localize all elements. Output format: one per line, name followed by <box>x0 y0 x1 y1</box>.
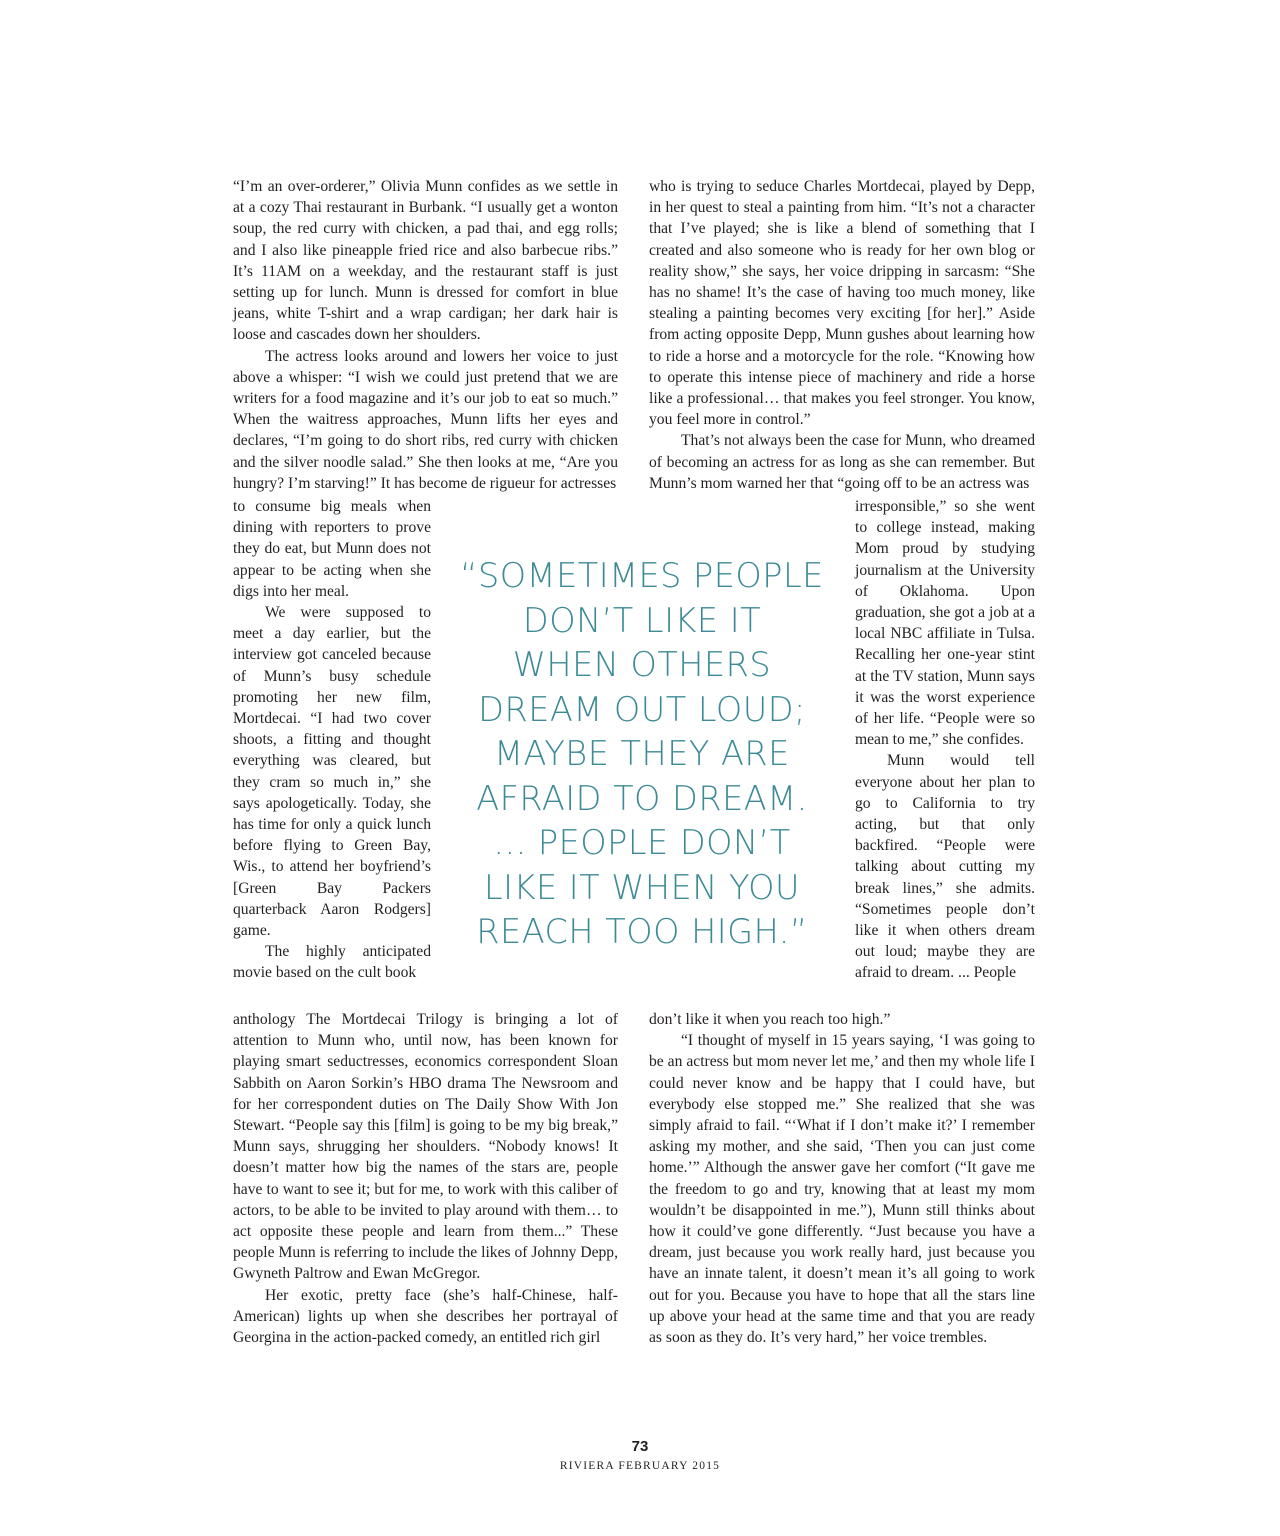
article-paragraph: to consume big meals when dining with reporters to prove they do eat, but Munn does not appear to be acting when she digs into her meal. <box>233 498 431 600</box>
pull-quote-line: “SOMETIMES PEOPLE <box>460 556 824 595</box>
article-paragraph: Munn would tell everyone about her plan to go to California to try acting, but that only backfired. “People were talking about cutting my break lines,” she admits. “Sometimes people don’t like it when others dream out loud; maybe they are afraid to dream. ... People <box>855 752 1035 982</box>
pull-quote-line: DON’T LIKE IT <box>522 600 762 640</box>
article-column-right-bottom <box>649 1009 1035 1348</box>
pull-quote-line: MAYBE THEY ARE <box>494 734 790 773</box>
article-column-right-wrap <box>855 496 1035 984</box>
article-column-left-top <box>233 176 618 494</box>
article-paragraph: “I thought of myself in 15 years saying, ‘I was going to be an actress but mom never let me,’ and then my whole life I could never know and be happy that I could have, but everybody else stopped me.” She realized that she was simply afraid to fail. “‘What if I don’t make it?’ I remember asking my mother, and she said, ‘Then you can just come home.’” Although the answer gave her comfort (“It gave me the freedom to go and try, knowing that at least my mom wouldn’t be disappointed in me.”), Munn still thinks about how it could’ve gone differently. “Just because you have a dream, just because you work really hard, just because you have an innate talent, it doesn’t mean it’s all going to work out for you. Because you have to hope that all the stars line up above your head at the same time and that you are ready as soon as they do. It’s very hard,” her voice trembles. <box>649 1032 1035 1347</box>
article-paragraph: That’s not always been the case for Munn, who dreamed of becoming an actress for as long as she can remember. But Munn’s mom warned her that “going off to be an actress was <box>649 432 1035 492</box>
page-number: 73 <box>631 1438 649 1455</box>
article-paragraph: We were supposed to meet a day earlier, but the interview got canceled because of Munn’s busy schedule promoting her new film, Mortdecai. “I had two cover shoots, a fitting and thought everything was cleared, but they cram so much in,” she says apologetically. Today, she has time for only a quick lunch before flying to Green Bay, Wis., to attend her boyfriend’s [Green Bay Packers quarterback Aaron Rodgers] game. <box>233 604 431 940</box>
article-paragraph: don’t like it when you reach too high.” <box>649 1011 891 1028</box>
article-paragraph: who is trying to seduce Charles Mortdecai, played by Depp, in her quest to steal a painting from him. “It’s not a character that I’ve played; she is like a blend of something that I created and also someone who is ready for her own blog or reality show,” she says, her voice dripping in sarcasm: “She has no shame! It’s the case of having too much money, like stealing a painting becomes very exciting [for her].” Aside from acting opposite Depp, Munn gushes about learning how to ride a horse and a motorcycle for the role. “Knowing how to operate this intense piece of machinery and ride a horse like a professional… that makes you feel stronger. You know, you feel more in control.” <box>649 178 1035 429</box>
article-paragraph: “I’m an over-orderer,” Olivia Munn confides as we settle in at a cozy Thai restaurant in Burbank. “I usually get a wonton soup, the red curry with chicken, a pad thai, and egg rolls; and I also like pineapple fried rice and also barbecue ribs.” It’s 11AM on a weekday, and the restaurant staff is just setting up for lunch. Munn is dressed for comfort in blue jeans, white T-shirt and a wrap cardigan; her dark hair is loose and cascades down her shoulders. <box>233 178 618 344</box>
article-paragraph: anthology The Mortdecai Trilogy is bringing a lot of attention to Munn who, until now, has been known for playing smart seductresses, economics correspondent Sloan Sabbith on Aaron Sorkin’s HBO drama The Newsroom and for her correspondent duties on The Daily Show With Jon Stewart. “People say this [film] is going to be my big break,” Munn says, shrugging her shoulders. “Nobody knows! It doesn’t matter how big the names of the stars are, people have to want to see it; but for me, to work with this caliber of actors, to be able to be invited to play around with them… to act opposite these people and learn from them...” These people Munn is referring to include the likes of Johnny Depp, Gwyneth Paltrow and Ewan McGregor. <box>233 1011 618 1283</box>
article-column-right-top <box>649 176 1035 494</box>
article-paragraph: irresponsible,” so she went to college instead, making Mom proud by studying journalism at the University of Oklahoma. Upon graduation, she got a job at a local NBC affiliate in Tulsa. Recalling her one-year stint at the TV station, Munn says it was the worst experience of her life. “People were so mean to me,” she confides. <box>855 498 1035 749</box>
pull-quote-line: AFRAID TO DREAM. <box>476 778 808 818</box>
article-column-left-wrap <box>233 496 431 984</box>
article-paragraph: The highly anticipated movie based on the cult book <box>233 943 431 982</box>
issue-line: RIVIERA FEBRUARY 2015 <box>559 1460 721 1472</box>
pull-quote <box>440 554 844 955</box>
pull-quote-line: ... PEOPLE DON’T <box>493 823 791 862</box>
article-paragraph: Her exotic, pretty face (she’s half-Chinese, half-American) lights up when she describes her portrayal of Georgina in the action-packed comedy, an entitled rich girl <box>233 1286 618 1347</box>
pull-quote-line: LIKE IT WHEN YOU <box>483 867 801 907</box>
pull-quote-line: REACH TOO HIGH.” <box>476 912 808 951</box>
article-paragraph: The actress looks around and lowers her voice to just above a whisper: “I wish we could just pretend that we are writers for a food magazine and it’s our job to eat so much.” When the waitress approaches, Munn lifts her eyes and declares, “I’m going to do short ribs, red curry with chicken and the silver noodle salad.” She then looks at me, “Are you hungry? I’m starving!” It has become de rigueur for actresses <box>233 347 618 492</box>
article-column-left-bottom <box>233 1009 618 1348</box>
pull-quote-line: WHEN OTHERS <box>512 645 772 684</box>
pull-quote-line: DREAM OUT LOUD; <box>478 689 806 729</box>
